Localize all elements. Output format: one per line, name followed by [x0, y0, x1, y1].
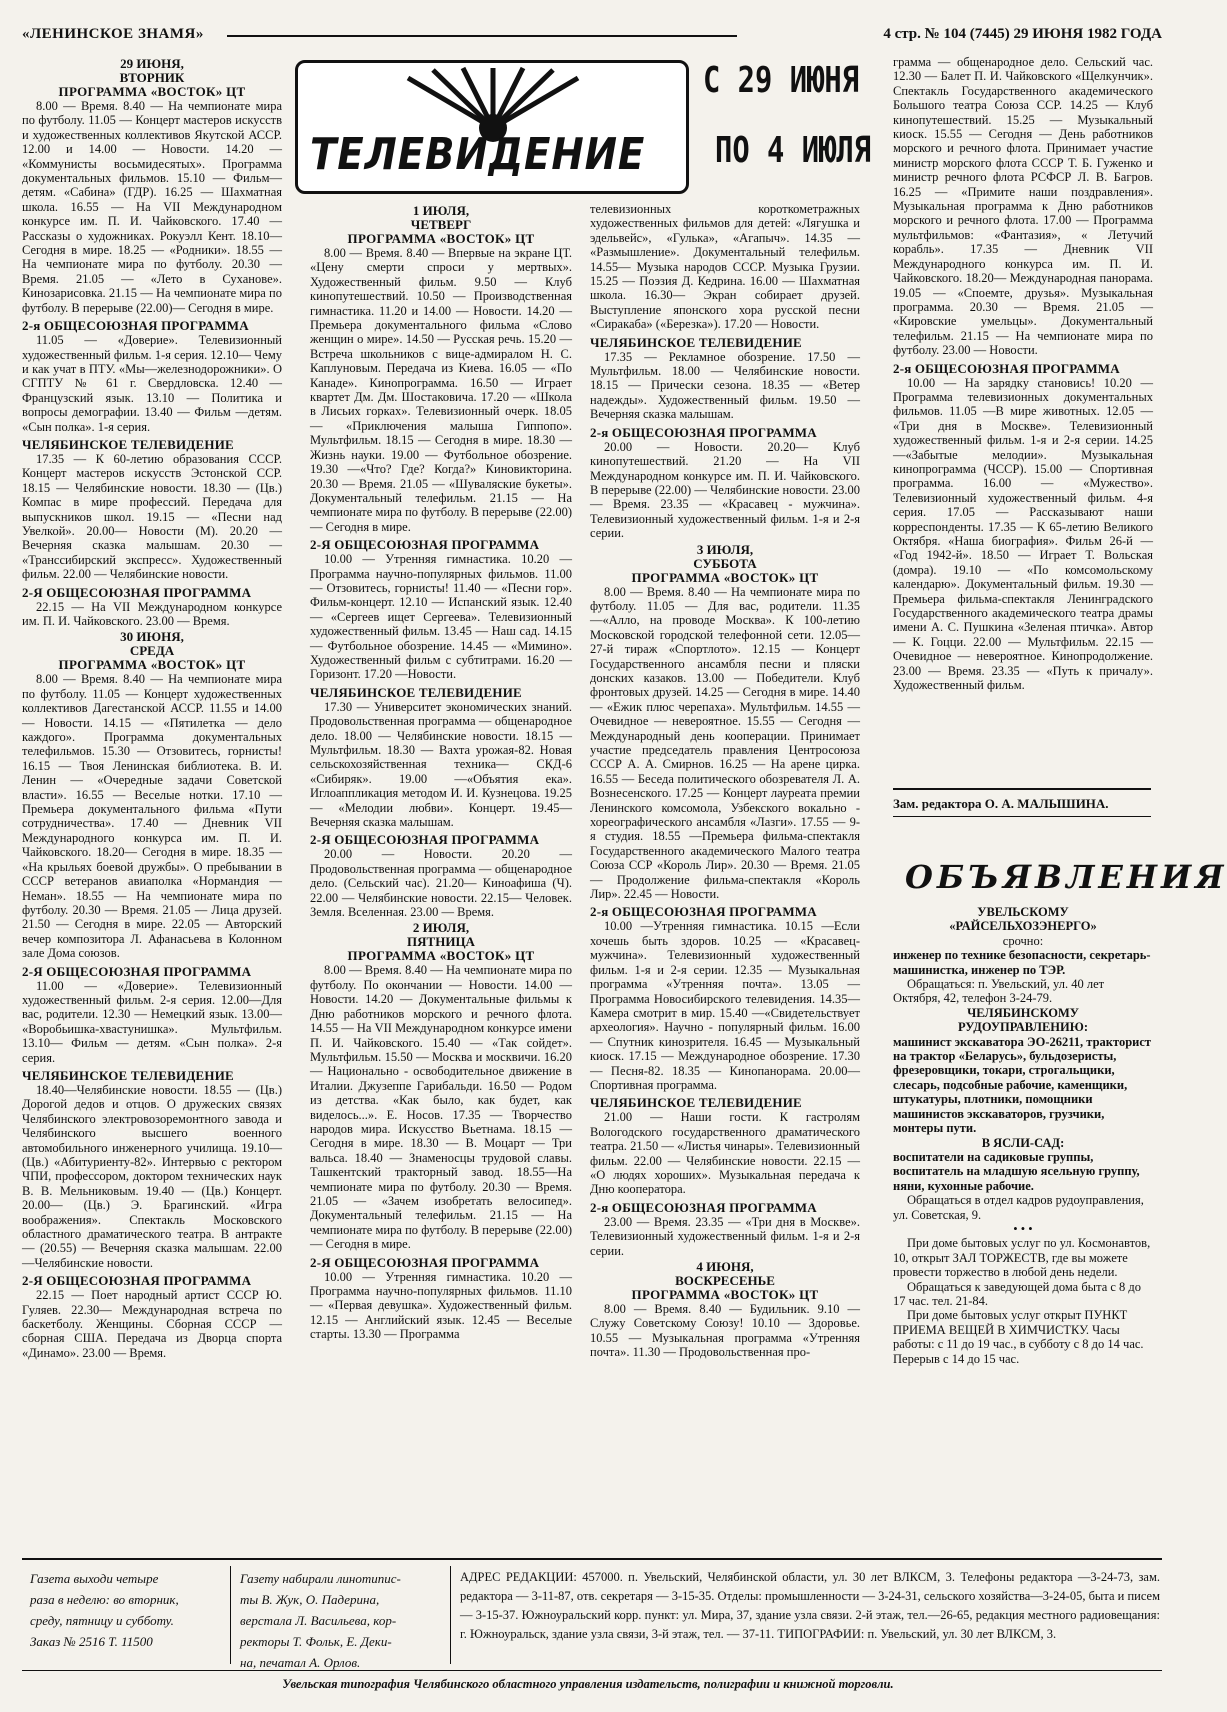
section-heading: ЧЕЛЯБИНСКОЕ ТЕЛЕВИДЕНИЕ — [590, 1095, 802, 1111]
ad-address: Обращаться в отдел кадров рудоуправления, ул. Советская, 9. — [893, 1193, 1144, 1222]
footer-line: верстала Л. Васильева, кор- — [240, 1613, 397, 1628]
day-heading: 1 ИЮЛЯ, ЧЕТВЕРГ — [410, 203, 472, 232]
footer-frequency — [30, 1568, 220, 1652]
date-from: С 29 ИЮНЯ — [703, 60, 860, 101]
tv-masthead — [295, 60, 870, 195]
column-1 — [22, 55, 282, 1530]
footer-line: ты В. Жук, О. Падерина, — [240, 1592, 380, 1607]
schedule-text: 17.35 — Рекламное обозрение. 17.50 — Мультфильм. 18.00 — Челябинские новости. 18.15 — Прически сезона. 18.35 — «Ветер надежды». Художественный фильм. 19.50 — Вечерняя сказка малышам. — [590, 349, 860, 422]
section-heading: ЧЕЛЯБИНСКОЕ ТЕЛЕВИДЕНИЕ — [22, 1067, 234, 1083]
footer-line: на, печатал А. Орлов. — [240, 1655, 361, 1670]
ad-address: Обращаться: п. Увельский, ул. 40 лет Октября, 42, телефон 3-24-79. — [893, 977, 1105, 1006]
ad-jobs: инженер по технике безопасности, секретарь-машинистка, инженер по ТЭР. — [893, 948, 1151, 977]
section-heading: 2-я ОБЩЕСОЮЗНАЯ ПРОГРАММА — [590, 904, 817, 920]
masthead-frame — [295, 60, 689, 194]
newspaper-name: «ЛЕНИНСКОЕ ЗНАМЯ» — [22, 26, 204, 42]
footer-divider — [230, 1566, 231, 1664]
schedule-text: 8.00 — Время. 8.40 — Впервые на экране ЦТ. «Цену смерти спроси у мертвых». Художественный фильм. 9.50 — Клуб кинопутешествий. 10.50 — Производственная гимнастика. 11.20 и 14.00 — Новости. 14.20 — Премьера документального фильма «Слово женщин о мире». 14.50 — Русская речь. 15.20 — Встреча школьников с вице-адмиралом Н. С. Каплуновым. Передача из Киева. 16.05 — «По Канаде». Кинопрограмма. 16.50 — Играет квартет Дм. Дм. Шостаковича. 17.20 — «Школа в Лисьих горках». Телевизионный очерк. 18.05 — «Приключения малыша Гиппопо». Мультфильм. 18.15 — Сегодня в мире. 18.30 — Жизнь науки. 19.00 — Футбольное обозрение. 19.30 —«Что? Где? Когда?» Киновикторина. 20.30 — Время. 21.05 — «Шуваляские букеты». Документальный телефильм. 21.15 — На чемпионате мира по футболу. В перерыве (22.00) — Сегодня в мире. — [310, 246, 572, 534]
ads-heading: ОБЪЯВЛЕНИЯ — [905, 858, 1227, 896]
schedule-text: 17.35 — К 60-летию образования СССР. Концерт мастеров искусств Эстонской ССР. 18.15 — Челябинские новости. 18.30 — (Цв.) Компас в мире профессий. Передача для выпускников школ. 19.15 — «Песни над Увелкой». 20.00— Новости (М). 20.20 — Вечерняя сказка малышам. 20.30 — «Транссибирский экспресс». Художественный фильм. 22.00 — Челябинские новости. — [22, 451, 282, 582]
footer-imprint — [22, 1558, 1162, 1671]
section-heading: 2-Я ОБЩЕСОЮЗНАЯ ПРОГРАММА — [310, 832, 540, 848]
section-heading: 2-Я ОБЩЕСОЮЗНАЯ ПРОГРАММА — [310, 537, 540, 553]
ad-divider: • • • — [1013, 1221, 1033, 1236]
section-heading: 2-я ОБЩЕСОЮЗНАЯ ПРОГРАММА — [590, 424, 817, 440]
program-heading: ПРОГРАММА «ВОСТОК» ЦТ — [58, 84, 246, 99]
schedule-text: 8.00 — Время. 8.40 — На чемпионате мира по футболу. 11.05 — Для вас, родители. 11.35 —«Алло, на проводе Москва». К 100-летию Московской городской телефонной сети. 12.05—27-й тираж «Спортлото». 12.15 — Концерт Государственного ансамбля песни и пляски донских казаков. 13.00 — Победители. Клуб фронтовых друзей. 14.25 — Сегодня в мире. 14.40 — «Ежик плюс черепаха». Мультфильм. 14.55 — Очевидное — невероятное. 15.55 — Сегодня — Международный день кооперации. Принимает участие председатель правления Центросоюза СССР А. А. Смирнов. 16.25 — На арене цирка. 16.55 — Беседа политического обозревателя Л. А. Вознесенского. 17.25 — Концерт лауреата премии Ленинского комсомола, Узбекского вокально - хореографического ансамбля «Лазги». 17.55 — 9-я студия. 18.55 —Премьера фильма-спектакля Государственного академического Малого театра Союза ССР «Король Лир». 20.30 — Время. 21.05 — Продолжение фильма-спектакля «Король Лир». 22.45 — Новости. — [590, 584, 860, 902]
section-heading: ЧЕЛЯБИНСКОЕ ТЕЛЕВИДЕНИЕ — [590, 334, 802, 350]
schedule-text: 20.00 — Новости. 20.20 — Продовольственная программа — общенародное дело. (Сельский час). 21.20— Кинoафиша (Ч). 22.00 — Челябинские новости. 22.15— Человек. Земля. Вселенная. 23.00 — Время. — [310, 847, 572, 920]
header-rule — [227, 35, 737, 37]
footer-line: Газета выходи четыре — [30, 1571, 159, 1586]
ad-urgent: срочно: — [1002, 933, 1044, 948]
footer-divider — [450, 1566, 451, 1664]
program-heading: ПРОГРАММА «ВОСТОК» ЦТ — [631, 1287, 819, 1302]
page-header — [22, 26, 1162, 48]
column-4 — [893, 55, 1153, 783]
ad-text: При доме бытовых услуг открыт ПУНКТ ПРИЕМА ВЕЩЕЙ В ХИМЧИСТКУ. Часы работы: с 11 до 19 час., в субботу с 8 до 14 час. Перерыв с 14 до 15 час. — [893, 1308, 1144, 1366]
schedule-text: 8.00 — Время. 8.40 — Будильник. 9.10 — Служу Советскому Союзу! 10.10 — Здоровье. 10.55 — Музыкальная программа «Утренняя почта». 11.30 — Продовольственная про- — [590, 1302, 860, 1360]
day-heading: 3 ИЮЛЯ, СУББОТА — [693, 541, 757, 571]
day-heading: 2 ИЮЛЯ, ПЯТНИЦА — [407, 920, 475, 950]
schedule-text: 10.00 — На зарядку становись! 10.20 — Программа телевизионных документальных фильмов. 11.05 —В мире животных. 12.05 — «Три дня в Москве». Телевизионный художественный фильм. 1-я и 2-я серии. 14.25 —«Забытые мелодии». Музыкальная кинопрограмма (ЧССР). 15.00 — Спортивная программа. 16.00 — «Мужество». Телевизионный художественный фильм. 4-я серия. 17.05 — Рассказывают наши корреспонденты. 17.35 — К 65-летию Великого Октября. «Наша биография». Фильм 26-й — «Год 1942-й». 18.50 — Играет Т. Вольская (домра). 19.10 — «По комсомольскому календарю». Документальный фильм. 19.30 — Премьера фильма-спектакля Ленинградского Государственного академического театра драмы имени А. С. Пушкина «Зеленая птичка». Автор — К. Гоцци. 22.00 — Мультфильм. 22.15 — Очевидное — невероятное. Кинопродолжение. 23.00 — Время. 23.35 — «Путь к причалу». Художественный фильм. — [893, 375, 1153, 693]
program-heading: ПРОГРАММА «ВОСТОК» ЦТ — [347, 231, 535, 246]
day-heading: 30 ИЮНЯ, СРЕДА — [120, 629, 184, 659]
schedule-text: телевизионных короткометражных художественных фильмов для детей: «Лягушка и эдельвейс», «Гулька», «Агапыч». 14.35 — «Размышление». Документальный телефильм. 14.55— Музыка народов СССР. Музыка Грузии. 15.25 — Поэзия Д. Кедрина. 16.00 — Шахматная школа. 16.30— Экран собирает друзей. Выступление японского хора русской песни «Сиракаба» («Березка»). 17.20 — Новости. — [590, 202, 860, 332]
schedule-text: 8.00 — Время. 8.40 — На чемпионате мира по футболу. По окончании — Новости. 14.00 — Новости. 14.20 — Документальные фильмы к Дню работников морского и речного флота. 14.55 — На VII Международном конкурсе имени П. И. Чайковского. 15.40 — «Так сойдет». Мультфильм. 15.50 — Москва и москвичи. 16.20— Национально - освободительное движение в Италии. Джузеппе Гарибальди. 16.50 — Родом из детства. «Как было, как будет, как виделось...». Е. Носов. 17.35 — Творчество народов мира. Искусство Вьетнама. 18.15 — Сегодня в мире. 18.30 — В. Моцарт — Три вальса. 18.40 — Знаменосцы трудовой славы. Ташкентский тракторный завод. 18.55—На чемпионате мира по футболу. 20.30 — Время. 21.05 — «Зачем изобретать велосипед». Документальный телефильм. 21.15 — На чемпионате мира по футболу. В перерыве (22.00) — Сегодня в мире. — [310, 963, 572, 1252]
section-heading: 2-Я ОБЩЕСОЮЗНАЯ ПРОГРАММА — [22, 963, 252, 979]
ad-text: При доме бытовых услуг по ул. Космонавтов, 10, открыт ЗАЛ ТОРЖЕСТВ, где вы можете провести торжество в любой день недели. — [893, 1236, 1151, 1280]
schedule-text: 11.05 — «Доверие». Телевизионный художественный фильм. 1-я серия. 12.10— Чему и как учат в ПТУ. «Мы—железнодорожники». О СГПТУ № 61 г. Свердловска. 12.40 — Французский язык. 13.10 — Политика и вопросы демографии. 13.40 — Фильм —детям. «Сын полка». 1-я серия. — [22, 333, 282, 434]
schedule-text: 22.15 — На VII Международном конкурсе им. П. И. Чайковского. 23.00 — Время. — [22, 599, 282, 628]
day-heading: 4 ИЮНЯ, ВОСКРЕСЕНЬЕ — [675, 1259, 775, 1288]
section-heading: 2-я ОБЩЕСОЮЗНАЯ ПРОГРАММА — [893, 360, 1120, 376]
program-heading: ПРОГРАММА «ВОСТОК» ЦТ — [58, 657, 246, 673]
masthead-title: ТЕЛЕВИДЕНИЕ — [310, 129, 646, 180]
section-heading: 2-я ОБЩЕСОЮЗНАЯ ПРОГРАММА — [22, 318, 249, 334]
section-heading: 2-я ОБЩЕСОЮЗНАЯ ПРОГРАММА — [590, 1199, 817, 1215]
issue-info: 4 стр. № 104 (7445) 29 ИЮНЯ 1982 ГОДА — [883, 26, 1162, 42]
printer-line: Увельская типография Челябинского областного управления издательств, полиграфии и книжной торговли. — [282, 1677, 894, 1691]
schedule-text: 22.15 — Поет народный артист СССР Ю. Гуляев. 22.30— Международная встреча по баскетболу. Женщины. Сборная СССР — сборная США. Передача из Дворца спорта «Динамо». 23.00 — Время. — [22, 1288, 282, 1360]
footer-line: Газету набирали линотипис- — [240, 1571, 401, 1586]
ad-organization: ЧЕЛЯБИНСКОМУ РУДОУПРАВЛЕНИЮ: — [957, 1005, 1088, 1035]
sunburst-icon — [388, 68, 598, 128]
footer-line: ректоры Т. Фольк, Е. Деки- — [240, 1634, 392, 1649]
footer-line: раза в неделю: во вторник, — [30, 1592, 179, 1607]
program-heading: ПРОГРАММА «ВОСТОК» ЦТ — [347, 948, 535, 964]
schedule-text: 20.00 — Новости. 20.20— Клуб кинопутешествий. 21.20 — На VII Международном конкурсе им. П. И. Чайковского. В перерыве (22.00) — Челябинские новости. 23.00 — Время. 23.35 — «Красавец - мужчина». Телевизионный художественный фильм. 1-я и 2-я серии. — [590, 439, 860, 541]
footer-line: среду, пятницу и субботу. — [30, 1613, 174, 1628]
ad-jobs: воспитатели на садиковые группы, воспитатель на младшую ясельную группу, няни, кухонные рабочие. — [893, 1149, 1140, 1193]
editor-signature: Зам. редактора О. А. МАЛЫШИНА. — [893, 788, 1151, 817]
day-heading: 29 ИЮНЯ, ВТОРНИК — [119, 56, 185, 85]
ad-jobs: машинист экскаватора ЭО-26211, тракторист на трактор «Беларусь», бульдозеристы, фрезеровщики, токари, строгальщики, слесарь, подсобные рабочие, каменщики, штукатуры, плотники, помощники машинистов экскаваторов, грузчики, монтеры пути. — [893, 1034, 1152, 1136]
schedule-text: 10.00 —Утренняя гимнастика. 10.15 —Если хочешь быть здоров. 10.25 — «Красавец-мужчина». Телевизионный художественный фильм. 1-я и 2-я серии. 12.35 — Музыкальная программа «Утренняя почта». 13.05 — Программа Новосибирского телевидения. 14.35— Камера смотрит в мир. 15.40 —«Свидетельствует археология». Научно - популярный фильм. 16.00 — Спутник кинозрителя. 16.45 — Музыкальный киоск. 17.15 — Международное обозрение. 17.30 — Песня-82. 18.35 — Кинопанорама. 20.00—Спортивная программа. — [590, 919, 860, 1092]
section-heading: ЧЕЛЯБИНСКОЕ ТЕЛЕВИДЕНИЕ — [310, 684, 522, 700]
ads-block — [893, 905, 1153, 1366]
ad-organization: УВЕЛЬСКОМУ «РАЙСЕЛЬХОЗЭНЕРГО» — [949, 905, 1097, 934]
schedule-text: 21.00 — Наши гости. К гастролям Вологодского государственного драматического театра. 21.50 — «Листья чинары». Телевизионный фильм. 22.00 — Челябинские новости. 22.15 — «О людях хороших». Музыкальная передача к Дню кооператора. — [590, 1110, 860, 1197]
section-heading: ЧЕЛЯБИНСКОЕ ТЕЛЕВИДЕНИЕ — [22, 436, 234, 452]
schedule-text: 8.00 — Время. 8.40 — На чемпионате мира по футболу. 11.05 — Концерт мастеров искусств и художественных коллективов Якутской АССР. 12.00 и 14.00 — Новости. 14.20 — «Коммунисты восьмидесятых». Программа документальных фильмов. 15.10 — Фильм—детям. «Сабина» (ГДР). 16.25 — Шахматная школа. 16.55 — На VII Международном конкурсе им. П. И. Чайковского. 17.40 — Рассказы о художниках. Рокуэлл Кент. 18.10— Сегодня в мире. 18.25 — «Родники». 18.55 — На чемпионате мира по футболу. 20.30 — Время. 21.05 — «Лето в Суханове». Кинозарисовка. 21.15 — На чемпионате мира по футболу. В перерыве (22.00)— Сегодня в мире. — [22, 99, 282, 315]
footer-address: АДРЕС РЕДАКЦИИ: 457000. п. Увельский, Челябинской области, ул. 30 лет ВЛКСМ, 3. Телефоны редактора —3-24-73, зам. редактора — 3-11-87, отв. секретаря — 3-15-35. Отделы: промышленности — 3-24-31, сельского хозяйства—3-24-05, быта и писем— 3-15-37. Южноуральский корр. пункт: ул. Мира, 37, здание узла связи. 2-й этаж, тел.—26-65, редакция местного радиовещания: г. Южноуральск, здание узла связи, 3-й этаж, тел. — 37-11. ТИПОГРАФИИ: п. Увельский, ул. 30 лет ВЛКСМ, 3. — [460, 1570, 1160, 1641]
footer-line: Заказ № 2516 Т. 11500 — [30, 1634, 153, 1649]
column-3 — [590, 202, 860, 1530]
column-2 — [310, 202, 572, 1530]
section-heading: 2-Я ОБЩЕСОЮЗНАЯ ПРОГРАММА — [310, 1254, 540, 1270]
section-heading: 2-Я ОБЩЕСОЮЗНАЯ ПРОГРАММА — [22, 1273, 252, 1289]
schedule-text: 10.00 — Утренняя гимнастика. 10.20 — Программа научно-популярных фильмов. 11.10 — «Первая девушка». Художественный фильм. 12.15 — Английский язык. 12.45 — Веселые старты. 13.30 — Программа — [310, 1269, 572, 1342]
program-heading: ПРОГРАММА «ВОСТОК» ЦТ — [631, 569, 819, 585]
schedule-text: 18.40—Челябинские новости. 18.55 — (Цв.) Дорогой дедов и отцов. О дружеских связях Челябинского электровозоремонтного завода и Челябинского высшего военного автомобильного инженерного училища. 19.10—(Цв.) «Абитуриенту-82». Интервью с ректором ЧПИ, профессором, доктором технических наук В. В. Мельниковым. 19.40 — (Цв.) Концерт. 20.00— (Цв.) Э. Брагинский. «Игра воображения». Спектакль Московского областного драматического театра. В антракте — (20.55) — Вечерняя сказка малышам. 22.00 —Челябинские новости. — [22, 1082, 282, 1270]
ad-text: Обращаться к заведующей дома быта с 8 до 17 час. тел. 21-84. — [893, 1279, 1142, 1308]
schedule-text: 11.00 — «Доверие». Телевизионный художественный фильм. 2-я серия. 12.00—Для вас, родители. 12.30 — Немецкий язык. 13.00— «Воробьишка-хвастунишка». Мультфильм. 13.10— Фильм — детям. «Сын полка». 2-я серия. — [22, 978, 282, 1065]
schedule-text: 8.00 — Время. 8.40 — На чемпионате мира по футболу. 11.05 — Концерт художественных коллективов Дагестанской АССР. 11.55 и 14.00— Новости. 14.15 — «Пятилетка — дело каждого». Программа документальных телефильмов. 15.30 — Отзовитесь, горнисты! 16.15 — Твоя Ленинская библиотека. В. И. Ленин — «Очередные задачи Советской власти». 16.55 — Веселые нотки. 17.10 — Премьера документального фильма «Пути сотрудничества». 17.40 — Дневник VII Международного конкурса им. П. И. Чайковского. 18.20— Сегодня в мире. 18.35 — «На крыльях боевой дружбы». О пребывании в СССР ветеранов авиаполка «Нормандия — Неман». 18.55 — На чемпионате мира по футболу. 20.30 — Время. 21.05 — Лица друзей. 21.50 — Сегодня в мире. 22.05 — Авторский вечер композитора Л. Афанасьева в Колонном зале Дома союзов. — [22, 672, 282, 961]
schedule-text: 23.00 — Время. 23.35 — «Три дня в Москве». Телевизионный художественный фильм. 1-я и 2-я серии. — [590, 1214, 860, 1258]
ad-nursery-heading: В ЯСЛИ-САД: — [981, 1135, 1065, 1150]
schedule-text: грамма — общенародное дело. Сельский час. 12.30 — Балет П. И. Чайковского «Щелкунчик». Спектакль Государственного академического Большого театра Союза ССР. 14.25 — Клуб кинопутешествий. 15.25 — Музыкальный киоск. 15.55 — Сегодня — День работников морского и речного флота. Принимает участие министр морского флота СССР Т. Б. Гуженко и министр речного флота РСФСР Л. В. Багров. 16.25 — «Примите наши поздравления». Музыкальная программа к Дню работников морского и речного флота. 17.00 — Программа мультфильмов: «Фантазия», « Летучий корабль». 17.35 — Дневник VII Международного конкурса им. П. И. Чайковского. 18.20— Международная панорама. 19.05 — «Споемте, друзья». Музыкальная программа. 20.30 — Время. 21.05 — «Кировские умельцы». Документальный телефильм. 21.15 — На чемпионате мира по футболу. 23.00 — Новости. — [893, 55, 1153, 358]
schedule-text: 17.30 — Университет экономических знаний. Продовольственная программа — общенародное дело. 18.00 — Челябинские новости. 18.15 — Мультфильм. 18.30 — Вахта урожая-82. Новая сельскохозяйственная техника— СКД-6 «Сибиряк». 19.00 —«Объятия ека». Иглоаппликация методом И. И. Кузнецова. 19.25 — «Мелодии любви». Концерт. 19.45— Вечерняя сказка малышам. — [310, 699, 572, 830]
schedule-text: 10.00 — Утренняя гимнастика. 10.20 — Программа научно-популярных фильмов. 11.00 — Отзовитесь, горнисты! 11.40 — «Песни гор». Фильм-концерт. 12.10 — Испанский язык. 12.40 — «Сергеев ищет Сергеева». Телевизионный художественный фильм. 13.45 — Наш сад. 14.15 — Футбольное обозрение. 14.45 — «Мимино». Художественный фильм с субтитрами. 16.20 — Горизонт. 17.20 —Новости. — [310, 552, 572, 682]
date-to: ПО 4 ИЮЛЯ — [715, 130, 872, 171]
footer-staff — [240, 1568, 440, 1673]
section-heading: 2-Я ОБЩЕСОЮЗНАЯ ПРОГРАММА — [22, 584, 252, 600]
